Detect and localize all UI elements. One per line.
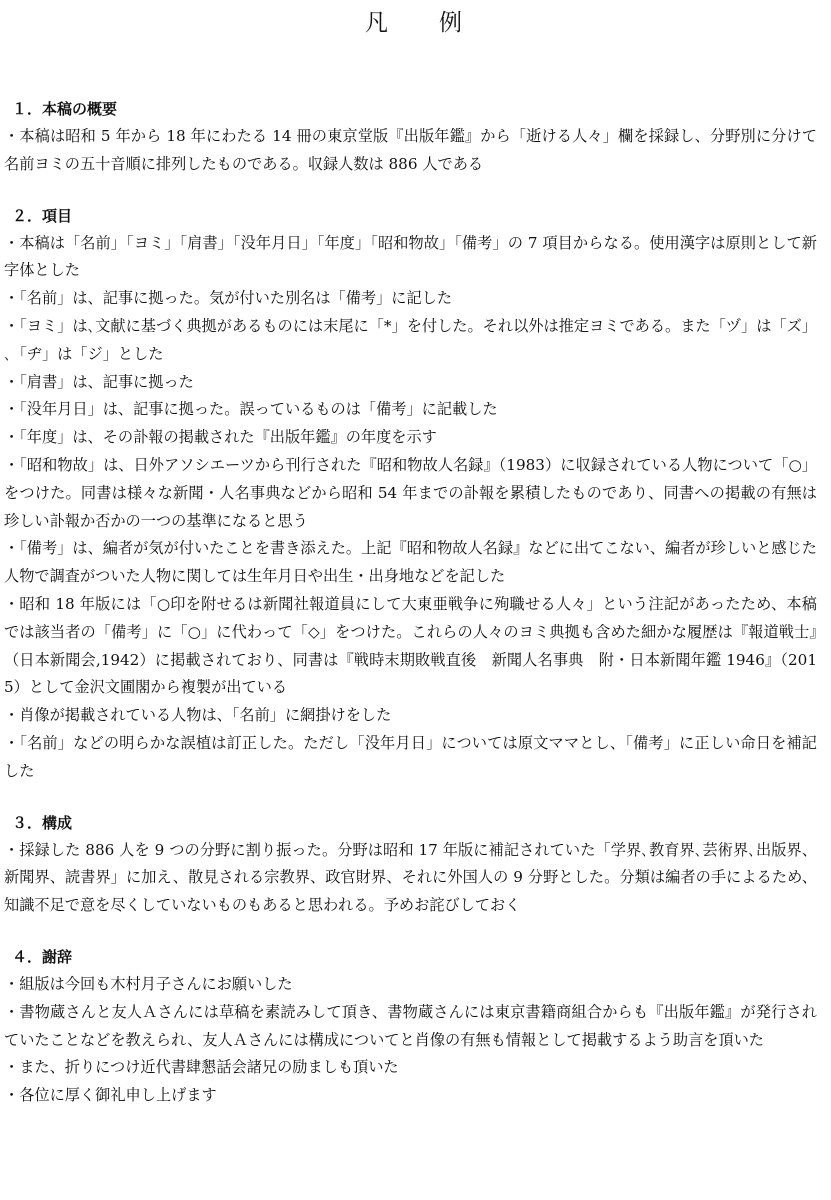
section-acknowledgements xyxy=(4,944,817,1110)
paragraph: ・本稿は昭和 5 年から 18 年にわたる 14 冊の東京堂版『出版年鑑』から「逝ける人々」欄を採録し、分野別に分けて名前ヨミの五十音順に排列したものである。収録人数は 886 人である xyxy=(4,127,817,173)
paragraph: ・採録した 886 人を 9 つの分野に割り振った。分野は昭和 17 年版に補記されていた「学界､教育界､芸術界､出版界、新聞界、読書界」に加え、散見される宗教界、政官財界、それに外国人の 9 分野とした。分類は編者の手によるため、知識不足で意を尽くしていないものもあると思われる。予めお詫びしておく xyxy=(4,840,817,915)
paragraph: ・各位に厚く御礼申し上げます xyxy=(4,1086,217,1105)
paragraph: ・肖像が掲載されている人物は、「名前」に網掛けをした xyxy=(4,706,392,725)
paragraph: ・「備考」は、編者が気が付いたことを書き添えた。上記『昭和物故人名録』などに出てこない、編者が珍しいと感じた人物で調査がついた人物に関しては生年月日や出生・出身地などを記した xyxy=(4,539,817,586)
section-heading: ３．構成 xyxy=(12,813,73,832)
paragraph: ・「ヨミ」は､文献に基づく典拠があるものには末尾に「*」を付した。それ以外は推定ヨミである。また「ヅ」は「ズ」､「ヂ」は「ジ」とした xyxy=(4,316,817,363)
section-structure xyxy=(4,810,817,920)
paragraph: ・「年度」は、その訃報の掲載された『出版年鑑』の年度を示す xyxy=(4,428,437,447)
section-overview xyxy=(4,96,817,179)
paragraph: ・昭和 18 年版には「○印を附せるは新聞社報道員にして大東亜戦争に殉職せる人々」という注記があったため、本稿では該当者の「備考」に「○」に代わって「◇」をつけた。これらの人々のヨミ典拠も含めた細かな履歴は『報道戦士』（日本新聞会,1942）に掲載されており、同書は『戦時末期敗戦直後 新聞人名事典 附・日本新聞年鑑 1946』（2015）として金沢文圃閣から複製が出ている xyxy=(4,594,817,697)
paragraph: ・組版は今回も木村月子さんにお願いした xyxy=(4,974,293,993)
paragraph: ・「没年月日」は、記事に拠った。誤っているものは「備考」に記載した xyxy=(4,400,498,419)
paragraph: ・本稿は「名前」「ヨミ」「肩書」「没年月日」「年度」「昭和物故」「備考」の 7 項目からなる。使用漢字は原則として新字体とした xyxy=(4,233,817,280)
paragraph: ・「昭和物故」は、日外アソシエーツから刊行された『昭和物故人名録』（1983）に収録されている人物について「○」をつけた。同書は様々な新聞・人名事典などから昭和 54 年までの訃報を累積したものであり、同書への掲載の有無は珍しい訃報か否かの一つの基準になると思う xyxy=(4,455,817,530)
paragraph: ・「名前」などの明らかな誤植は訂正した。ただし「没年月日」については原文ママとし、「備考」に正しい命日を補記した xyxy=(4,733,817,780)
paragraph: ・また、折りにつけ近代書肆懇話会諸兄の励ましも頂いた xyxy=(4,1058,399,1077)
page-title: 凡 例 xyxy=(365,10,476,36)
section-heading: ４．謝辞 xyxy=(12,947,73,966)
section-heading: ２．項目 xyxy=(12,206,73,225)
section-items xyxy=(4,203,817,786)
section-heading: １．本稿の概要 xyxy=(12,100,118,118)
paragraph: ・「肩書」は、記事に拠った xyxy=(4,372,194,391)
paragraph: ・「名前」は、記事に拠った。気が付いた別名は「備考」に記した xyxy=(4,289,453,308)
paragraph: ・書物蔵さんと友人Ａさんには草稿を素読みして頂き、書物蔵さんには東京書籍商組合からも『出版年鑑』が発行されていたことなどを教えられ、友人Ａさんには構成についてと肖像の有無も情報として掲載するよう助言を頂いた xyxy=(4,1002,817,1049)
